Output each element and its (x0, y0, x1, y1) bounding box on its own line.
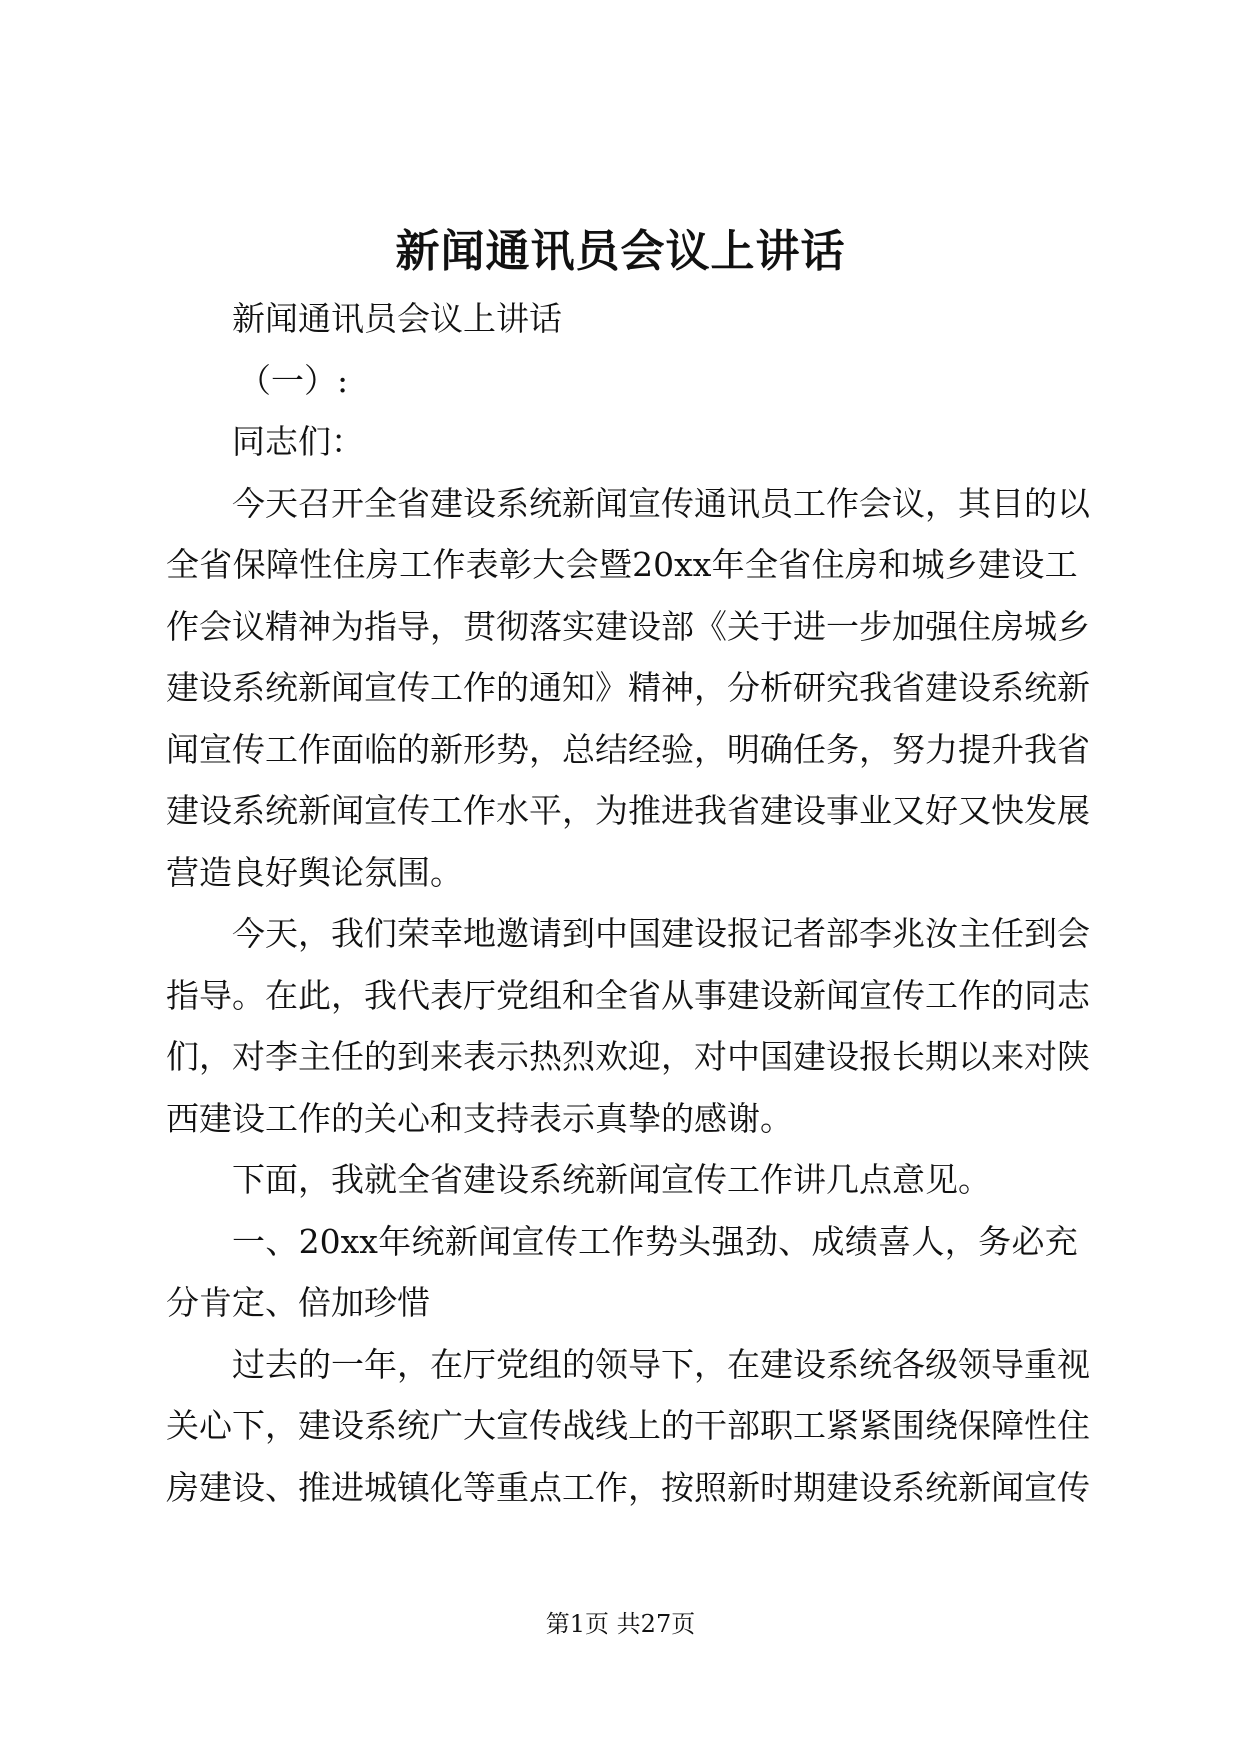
paragraph-line: 今 天 ， 我 们 荣 幸 地 邀 请 到 中 国 建 设 报 记 者 部 李 兆 汝 主 任 到 会 (232, 914, 1090, 953)
subtitle-line: 新闻通讯员会议上讲话 (232, 299, 562, 338)
section-heading-line: 一 、 20xx 年 统 新 闻 宣 传 工 作 势 头 强 劲 、 成 绩 喜 人 ， 务 必 充 (232, 1221, 1078, 1261)
paragraph-line: 建 设 系 统 新 闻 宣 传 工 作 的 通 知 》 精 神 ， 分 析 研 究 我 省 建 设 系 统 新 (166, 668, 1090, 707)
page-footer: 第1页 共27页 (545, 1610, 696, 1638)
paragraph-line: 过 去 的 一 年 ， 在 厅 党 组 的 领 导 下 ， 在 建 设 系 统 各 级 领 导 重 视 (232, 1344, 1090, 1384)
paragraph-line: 营造良好舆论氛围。 (166, 852, 463, 892)
paragraph-line: 关 心 下 ， 建 设 系 统 广 大 宣 传 战 线 上 的 干 部 职 工 紧 紧 围 绕 保 障 性 住 (166, 1406, 1090, 1445)
section-marker: （一）: (238, 360, 349, 400)
section-heading-line: 分肯定、倍加珍惜 (166, 1283, 430, 1322)
paragraph-line: 建 设 系 统 新 闻 宣 传 工 作 水 平 ， 为 推 进 我 省 建 设 事 业 又 好 又 快 发 展 (166, 791, 1090, 830)
paragraph-line: 指 导 。 在 此 ， 我 代 表 厅 党 组 和 全 省 从 事 建 设 新 闻 宣 传 工 作 的 同 志 (166, 975, 1090, 1015)
paragraph-line: 作 会 议 精 神 为 指 导 ， 贯 彻 落 实 建 设 部 《 关 于 进 一 步 加 强 住 房 城 乡 (166, 606, 1090, 646)
document-body (166, 288, 1090, 1518)
paragraph-line: 下面，我就全省建设系统新闻宣传工作讲几点意见。 (232, 1160, 991, 1199)
salutation: 同志们： (232, 422, 364, 461)
paragraph-line: 们 ， 对 李 主 任 的 到 来 表 示 热 烈 欢 迎 ， 对 中 国 建 设 报 长 期 以 来 对 陕 (166, 1037, 1090, 1076)
document-title: 新闻通讯员会议上讲话 (395, 226, 846, 277)
paragraph-line: 闻 宣 传 工 作 面 临 的 新 形 势 ， 总 结 经 验 ， 明 确 任 务 ， 努 力 提 升 我 省 (166, 729, 1090, 769)
paragraph-line: 房 建 设 、 推 进 城 镇 化 等 重 点 工 作 ， 按 照 新 时 期 建 设 系 统 新 闻 宣 传 (166, 1467, 1090, 1507)
paragraph-line: 全 省 保 障 性 住 房 工 作 表 彰 大 会 暨 20xx 年 全 省 住 房 和 城 乡 建 设 工 (166, 545, 1078, 584)
paragraph-line: 今 天 召 开 全 省 建 设 系 统 新 闻 宣 传 通 讯 员 工 作 会 议 ， 其 目 的 以 (232, 483, 1090, 523)
paragraph-line: 西建设工作的关心和支持表示真挚的感谢。 (166, 1098, 793, 1138)
